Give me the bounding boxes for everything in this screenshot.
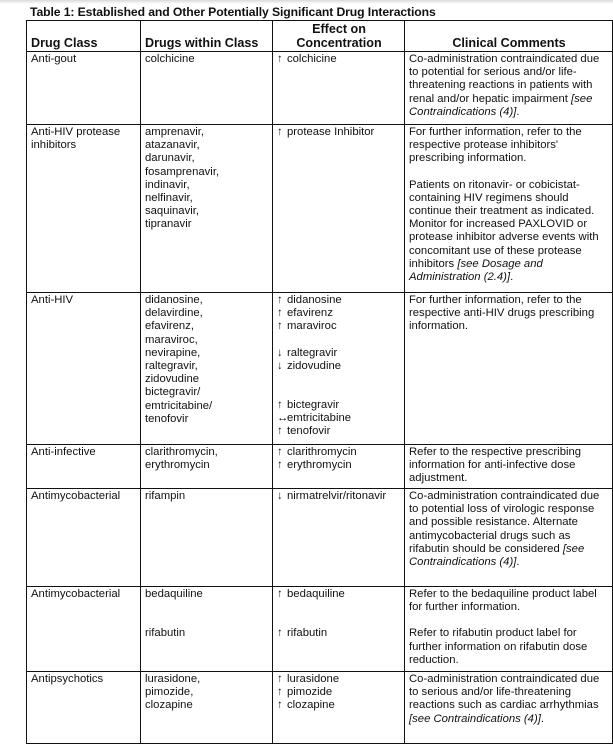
cell-drugs (141, 293, 273, 445)
effect-item: ↑ pimozide (277, 686, 333, 699)
effect-item: ↑ maraviroc (277, 320, 337, 333)
drug-item: rifabutin (145, 627, 186, 640)
up-arrow-icon: ↑ (277, 686, 283, 699)
cell-comment: Co-administration contraindicated due to potential for serious and/or life-threatening reactions in patients with renal and/or hepatic impairment [see Contraindications (4)]. (405, 52, 613, 125)
cell-drug-class: Anti-gout (27, 52, 141, 125)
down-arrow-icon: ↓ (277, 359, 283, 372)
drug-item: saquinavir, (145, 205, 200, 218)
effect-item: ↑ bictegravir (277, 399, 340, 412)
comment-text: Refer to the respective prescribing information for anti-infective dose adjustment. (409, 446, 582, 485)
down-arrow-icon: ↓ (277, 346, 283, 359)
cell-drugs (141, 672, 273, 744)
table-row (27, 672, 613, 744)
drug-item: nelfinavir, (145, 192, 193, 205)
drug-item: clarithromycin, (145, 446, 218, 458)
header-drugs-within-class: Drugs within Class (141, 21, 273, 52)
table-row (27, 445, 613, 489)
effect-item: ↑ efavirenz (277, 307, 333, 320)
effect-item: ↑ rifabutin (277, 627, 328, 640)
drug-item: zidovudine (145, 373, 200, 386)
table-header-row (27, 21, 613, 52)
up-arrow-icon: ↑ (277, 627, 283, 640)
cell-effect (273, 489, 405, 587)
cross-reference-link[interactable]: [see Dosage and Administration (2.4)] (409, 257, 543, 284)
effect-item: ↑ clozapine (277, 699, 335, 712)
drug-item: clozapine (145, 699, 193, 712)
effect-item: ↑ erythromycin (277, 459, 352, 472)
table-row (27, 125, 613, 293)
table-row (27, 293, 613, 445)
cell-drugs (141, 125, 273, 293)
cell-drug-class: Anti-HIV protease inhibitors (27, 125, 141, 293)
up-arrow-icon: ↑ (277, 126, 283, 138)
cell-comment: For further information, refer to the respective protease inhibitors' prescribing information. Patients on ritonavir- or cobicistat-containing HIV regimens should continue their treatment as indicated. Monitor for increased PAXLOVID or protease inhibitor adverse events with concomitant use of these protease inhibitors [see Dosage and Administration (2.4)]. (405, 125, 613, 293)
table-row (27, 587, 613, 672)
cell-comment (405, 293, 613, 445)
up-arrow-icon: ↑ (277, 399, 283, 412)
drug-item: emtricitabine/ (145, 399, 213, 412)
up-arrow-icon: ↑ (277, 425, 283, 438)
up-arrow-icon: ↑ (277, 699, 283, 712)
cell-effect (273, 672, 405, 744)
drug-item: bedaquiline (145, 588, 203, 600)
header-drug-class: Drug Class (27, 21, 141, 52)
up-arrow-icon: ↑ (277, 53, 283, 65)
cell-drugs (141, 489, 273, 587)
drug-item: colchicine (145, 53, 195, 65)
effect-item: ↑ protease Inhibitor (277, 126, 375, 138)
drug-item: nevirapine, (145, 346, 201, 359)
drug-item: lurasidone, (145, 673, 201, 685)
effect-item: ↑ tenofovir (277, 425, 331, 438)
up-arrow-icon: ↑ (277, 673, 283, 685)
effect-item: ↑ clarithromycin (277, 446, 357, 458)
drug-item: erythromycin (145, 459, 210, 472)
drug-item: efavirenz, (145, 320, 194, 333)
header-effect-line1: Effect on (312, 22, 366, 36)
effect-item: ↑ colchicine (277, 53, 337, 65)
drug-item: tipranavir (145, 218, 192, 231)
cell-drugs (141, 445, 273, 489)
up-arrow-icon: ↑ (277, 320, 283, 333)
cross-reference-link[interactable]: [see Contraindications (4)] (409, 712, 541, 725)
effect-item: ↑ lurasidone (277, 673, 340, 685)
up-arrow-icon: ↑ (277, 446, 283, 458)
cell-effect (273, 125, 405, 293)
comment-text: Co-administration contraindicated due to potential for serious and/or life-threatening reactions in patients with renal and/or hepatic impairment (409, 53, 600, 105)
table-caption: Table 1: Established and Other Potentially Significant Drug Interactions (30, 5, 436, 19)
cell-comment (405, 445, 613, 489)
table-row (27, 489, 613, 587)
drug-item: darunavir, (145, 152, 195, 165)
drug-item: delavirdine, (145, 307, 203, 320)
comment-text: Co-administration contraindicated due to serious and/or life-threatening reactions such as cardiac arrhythmias (409, 673, 600, 712)
drug-item: indinavir, (145, 178, 190, 191)
cell-drug-class: Anti-infective (27, 445, 141, 489)
drug-item: maraviroc, (145, 333, 198, 346)
effect-item: ↑ didanosine (277, 294, 342, 306)
page-top-edge (0, 0, 613, 4)
cell-comment (405, 587, 613, 672)
effect-item: ↔emtricitabine (277, 412, 352, 425)
drug-item: pimozide, (145, 686, 194, 699)
drug-item: bictegravir/ (145, 386, 201, 399)
up-arrow-icon: ↑ (277, 307, 283, 320)
comment-text: Patients on ritonavir- or cobicistat-containing HIV regimens should continue their treatment as indicated. Monitor for increased PAXLOVID or protease inhibitor adverse events with concomitant use of these protease inhibitors (409, 178, 599, 270)
cell-drug-class: Antimycobacterial (27, 587, 141, 672)
cell-effect (273, 587, 405, 672)
cell-comment: Co-administration contraindicated due to serious and/or life-threatening reactions such as cardiac arrhythmias [see Contraindications (4)]. (405, 672, 613, 744)
comment-paragraph: Refer to the bedaquiline product label for further information. (409, 588, 597, 614)
up-arrow-icon: ↑ (277, 588, 283, 600)
comment-paragraph: For further information, refer to the respective protease inhibitors' prescribing information. (409, 126, 582, 165)
cell-effect (273, 445, 405, 489)
header-effect-line2: Concentration (296, 36, 382, 50)
cell-comment: Co-administration contraindicated due to potential loss of virologic response and possible resistance. Alternate antimycobacterial drugs such as rifabutin should be considered [see Contraindications (4)]. (405, 489, 613, 587)
down-arrow-icon: ↓ (277, 490, 283, 502)
comment-text: For further information, refer to the respective anti-HIV drugs prescribing information. (409, 294, 595, 333)
up-arrow-icon: ↑ (277, 294, 283, 306)
cell-drug-class: Anti-HIV (27, 293, 141, 445)
effect-item: ↓ zidovudine (277, 359, 342, 372)
drug-item: raltegravir, (145, 360, 198, 373)
cross-reference-link[interactable]: [see Contraindications (4)] (409, 542, 585, 569)
drug-item: fosamprenavir, (145, 165, 220, 178)
effect-item: ↑ bedaquiline (277, 588, 345, 600)
cell-drugs (141, 52, 273, 125)
header-effect-on-concentration (273, 21, 405, 52)
cell-drug-class: Antimycobacterial (27, 489, 141, 587)
cell-drug-class: Antipsychotics (27, 672, 141, 744)
comment-paragraph: Refer to rifabutin product label for further information on rifabutin dose reduction. (409, 627, 588, 666)
effect-item: ↓ raltegravir (277, 346, 338, 359)
cell-effect (273, 293, 405, 445)
drug-item: tenofovir (145, 412, 189, 425)
comment-text: Co-administration contraindicated due to potential loss of virologic response and possible resistance. Alternate antimycobacterial drugs such as rifabutin should be considered (409, 490, 600, 555)
cell-effect (273, 52, 405, 125)
drug-interactions-table (26, 20, 613, 744)
drug-item: amprenavir, (145, 126, 205, 138)
header-clinical-comments: Clinical Comments (405, 21, 613, 52)
drug-item: rifampin (145, 490, 186, 502)
cross-reference-link[interactable]: [see Contraindications (4)] (409, 92, 593, 118)
up-arrow-icon: ↑ (277, 459, 283, 472)
left-right-arrow-icon: ↔ (277, 412, 289, 425)
cell-drugs (141, 587, 273, 672)
effect-item: ↓ nirmatrelvir/ritonavir (277, 490, 387, 502)
drug-item: atazanavir, (145, 139, 200, 152)
drug-item: didanosine, (145, 294, 203, 306)
table-row (27, 52, 613, 125)
